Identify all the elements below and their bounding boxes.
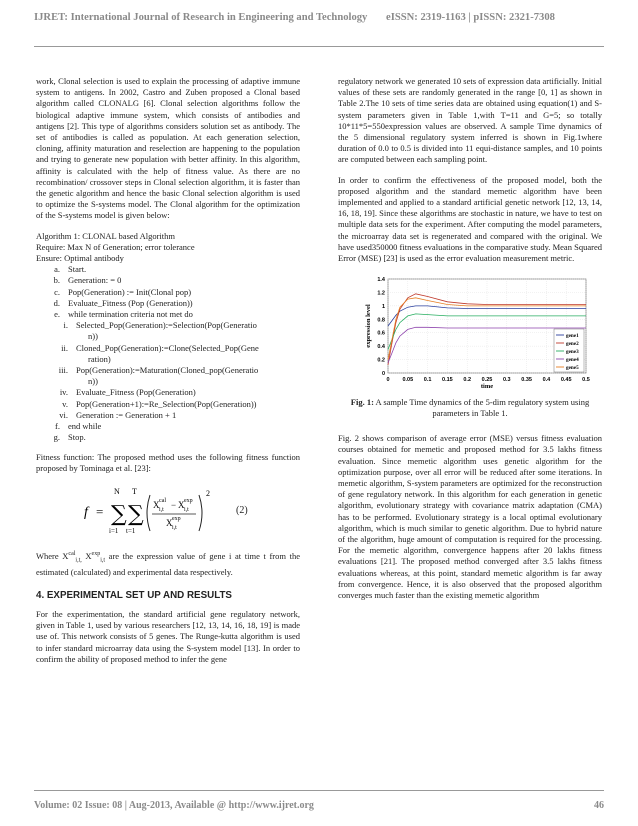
algorithm-substep	[36, 343, 300, 354]
x-tick-label: 0.1	[423, 377, 432, 384]
paren-right	[199, 495, 202, 531]
paragraph-regulatory: regulatory network we generated 10 sets of expression data artificially. Initial values of these sets are randomly generated in the range [0, 1] as shown in Table 2.The 10 sets of time series data are obtained using equation(1) and S-system parameters given in Table 1,with T=11 and G=5; so totally 10*11*5=550expression values are observed. A sample Time dynamics of the 5 dimensional regulatory system inferred is shown in Fig.1where duration of 0.0 to 0.5 is divided into 11 equi-distance samples, and 10 points are computed between each sampling point.	[338, 76, 602, 165]
paragraph-mse-comparison: Fig. 2 shows comparison of average error (MSE) versus fitness evaluation courses obtained for memetic and proposed method for 3.5 lakhs fitness evaluation. Since memetic algorithm uses genetic algorithm for the optimization purpose, over all error will be reduced after some iterations. In memetic algorithm, S-system parameters are optimized for the reconstruction of gene regulatory network. In this algorithm for each generation in genetic algorithm, evolutionary strategy with covariance matrix adaptation (CMA) has to be performed. Evolutionary strategy is a local optimal evolutionary algorithm, which is much similar to genetic algorithm. Due to hybrid nature of the algorithm, huge amount of computation is required for the processing. For the memetic algorithm, convergence happens after 20 lakhs fitness evaluations [21]. The proposed method converged after 3.5 lakhs fitness evaluations whereas, at this point, standard memetic algorithm is far away from convergence. Hence, it is also observed that the proposed algorithm converges much faster than the existing memetic algorithm	[338, 433, 602, 601]
x-tick-label: 0.4	[542, 377, 551, 384]
x-tick-label: 0.2	[463, 377, 472, 384]
step-marker: d.	[53, 297, 60, 308]
chart-legend	[554, 329, 584, 372]
fitness-formula	[36, 483, 300, 541]
step-text: end while	[68, 421, 102, 432]
step-text: Pop(Generation+1):=Re_Selection(Pop(Generation))	[76, 398, 257, 409]
where-text: Where X	[36, 550, 69, 561]
step-continuation: ration)	[88, 353, 111, 364]
step-text: Generation: = 0	[68, 275, 122, 286]
formula-lhs: f	[84, 504, 88, 520]
formula-svg	[82, 483, 232, 541]
algorithm-substep	[36, 399, 300, 410]
y-tick-label: 0.2	[377, 357, 385, 364]
sum-symbol-2: ∑	[128, 501, 144, 527]
equation-number: (2)	[236, 504, 248, 516]
x-tick-label: 0.25	[481, 377, 493, 384]
where-rest: are the expression value of gene i at time t from the estimated (calculated) and experimental data respectively.	[36, 550, 300, 577]
figure-caption	[346, 397, 594, 419]
step-text: Evaluate_Fitness (Pop(Generation)	[76, 387, 196, 398]
step-text: Stop.	[68, 432, 86, 443]
y-tick-label: 0.8	[377, 317, 385, 324]
num-x-exp: X	[178, 499, 185, 510]
page-footer	[34, 800, 604, 811]
step-text: Evaluate_Fitness (Pop (Generation))	[68, 297, 193, 308]
sum-top-n: N	[114, 486, 120, 496]
step-marker: iv.	[59, 387, 68, 398]
y-tick-label: 1	[381, 304, 385, 311]
algorithm-step	[36, 298, 300, 309]
legend-label: gene2	[566, 341, 579, 348]
x-tick-label: 0.05	[402, 377, 414, 384]
page-number: 46	[594, 800, 604, 811]
y-tick-label: 0	[381, 371, 385, 378]
algorithm-step	[36, 421, 300, 432]
y-tick-label: 0.6	[377, 330, 385, 337]
left-column	[36, 76, 300, 674]
section-heading: 4. EXPERIMENTAL SET UP AND RESULTS	[36, 589, 232, 601]
x-tick-label: 0.15	[442, 377, 453, 384]
header-rule	[34, 46, 604, 47]
algorithm-step	[36, 309, 300, 320]
algorithm-substep	[36, 387, 300, 398]
footer-text: Volume: 02 Issue: 08 | Aug-2013, Available @ http://www.ijret.org	[34, 800, 314, 811]
step-continuation: n))	[88, 331, 98, 342]
num-minus: −	[171, 499, 177, 510]
y-axis-label: expression level	[365, 304, 372, 348]
step-text: Cloned_Pop(Generation):=Clone(Selected_Pop(Gene	[76, 342, 259, 353]
paragraph-where	[36, 549, 300, 578]
step-marker: vi.	[59, 409, 68, 420]
num-sub-exp: i,t	[184, 506, 189, 513]
step-text: Pop(Generation):=Maturation(Cloned_pop(Generatio	[76, 365, 259, 376]
legend-label: gene1	[566, 333, 579, 340]
den-x-exp: X	[166, 517, 173, 528]
where-sub-exp: i,t	[100, 557, 106, 564]
num-sup-cal: cal	[159, 497, 166, 504]
step-text: Selected_Pop(Generation):=Selection(Pop(Generatio	[76, 320, 257, 331]
paren-left	[147, 495, 150, 531]
step-marker: iii.	[58, 365, 68, 376]
num-sub-cal: i,t	[159, 506, 164, 513]
x-tick-label: 0.45	[560, 377, 572, 384]
step-marker: a.	[54, 264, 60, 275]
step-marker: c.	[54, 286, 60, 297]
step-marker: i.	[63, 320, 68, 331]
where-sup-exp: exp	[91, 550, 101, 557]
header-text	[34, 12, 555, 23]
step-marker: ii.	[61, 342, 68, 353]
journal-name: IJRET: International Journal of Research in Engineering and Technology	[34, 12, 368, 23]
caption-text: A sample Time dynamics of the 5-dim regulatory system using parameters in Table 1.	[373, 397, 590, 419]
paragraph-effectiveness: In order to confirm the effectiveness of the proposed model, both the proposed algorithm and the standard memetic algorithm have been implemented and applied to a standard artificial genetic network [12, 13, 14, 16, 18, 19]. Since these algorithms are stochastic in nature, we have to test on multiple data sets for the experiment. After computing the model parameters, the microarray data set is regenerated and compared with the original. We have used350000 fitness evaluations in the comparative study. Mean Squared Error (MSE) [23] is used as the error evaluation measurement metric.	[338, 174, 602, 264]
where-sup-cal: cal	[68, 550, 76, 557]
sum-top-t: T	[132, 486, 137, 496]
formula-power: 2	[206, 488, 210, 498]
caption-label: Fig. 1:	[350, 397, 374, 408]
y-tick-label: 0.4	[377, 344, 385, 351]
x-tick-label: 0.5	[582, 377, 590, 384]
x-tick-label: 0.3	[502, 377, 511, 384]
algorithm-step	[36, 432, 300, 443]
where-x: X	[81, 550, 92, 561]
x-tick-label: 0	[386, 377, 390, 384]
algorithm-step	[36, 275, 300, 286]
issn: eISSN: 2319-1163 | pISSN: 2321-7308	[386, 12, 555, 23]
step-marker: e.	[54, 309, 60, 320]
algorithm-title: Algorithm 1: CLONAL based Algorithm	[36, 230, 175, 241]
num-sup-exp: exp	[184, 497, 193, 504]
algorithm-steps	[36, 264, 300, 443]
figure-1	[358, 273, 594, 391]
step-text: Pop(Generation) := Init(Clonal pop)	[68, 286, 192, 297]
legend-label: gene3	[566, 349, 579, 356]
footer-rule	[34, 790, 604, 791]
step-marker: f.	[55, 421, 60, 432]
algorithm-substep	[36, 320, 300, 331]
sum-bot-t: t=1	[126, 526, 136, 535]
step-marker: b.	[53, 275, 60, 286]
algorithm-step	[36, 264, 300, 275]
algorithm-ensure: Ensure: Optimal antibody	[36, 253, 124, 264]
step-continuation: n))	[88, 376, 98, 387]
step-text: while termination criteria not met do	[68, 309, 193, 320]
paragraph-experiment: For the experimentation, the standard artificial gene regulatory network, given in Table 1, used by various researchers [12, 13, 14, 16, 18, 19] is made use of. This network consists of 5 genes. The Runge-kutta algorithm is used to infer standard microarray data using the S-system model [13]. In order to confirm the ability of proposed method to infer the gene	[36, 609, 300, 664]
time-dynamics-chart	[358, 273, 594, 391]
algorithm-step	[36, 287, 300, 298]
algorithm-substep	[36, 365, 300, 376]
legend-label: gene4	[566, 357, 579, 364]
formula-equals: =	[96, 503, 104, 519]
paragraph-clonal-intro: work, Clonal selection is used to explain the processing of adaptive immune system to antigens. In 2002, Castro and Zuben proposed a Clonal based algorithm called CLONALG [6]. Clonal selection algorithms follow the biological adaptive immune system, which consists of antibodies and antigens [2]. This type of algorithms considers solution set as antibody. The set of antibodies is called as population. At each generation selection, cloning, affinity maturation and reselection are happening to the population and trying to generate new population with better affinity. In this algorithm, affinity is calculated with the help of fitness value. As there are no recombination/ crossover steps in Clonal selection algorithm, it is faster than the genetic algorithm and hence the basic Clonal selection algorithm is used to optimize the S-systems model. The Clonal algorithm for the optimization of the S-systems model is given below:	[36, 76, 300, 221]
page-header	[0, 0, 638, 40]
step-text: Start.	[68, 264, 87, 275]
right-column	[338, 76, 602, 610]
x-tick-label: 0.35	[521, 377, 532, 384]
algorithm-require: Require: Max N of Generation; error tolerance	[36, 241, 195, 252]
num-x-cal: X	[153, 499, 160, 510]
step-marker: g.	[53, 432, 60, 443]
step-marker: v.	[62, 398, 68, 409]
where-sub-cal: i,t,	[75, 557, 82, 564]
den-sub-exp: i,t	[172, 524, 177, 531]
step-text: Generation := Generation + 1	[76, 409, 177, 420]
algorithm-block	[36, 231, 300, 444]
paragraph-fitness: Fitness function: The proposed method uses the following fitness function proposed by Tominaga et al. [23]:	[36, 451, 300, 473]
y-tick-label: 1.2	[377, 290, 385, 297]
y-tick-label: 1.4	[377, 277, 385, 284]
den-sup-exp: exp	[172, 515, 181, 522]
sum-symbol-1: ∑	[111, 501, 127, 527]
algorithm-substep	[36, 410, 300, 421]
x-axis-label: time	[480, 383, 494, 391]
legend-label: gene5	[566, 365, 579, 372]
sum-bot-i: i=1	[109, 526, 119, 535]
